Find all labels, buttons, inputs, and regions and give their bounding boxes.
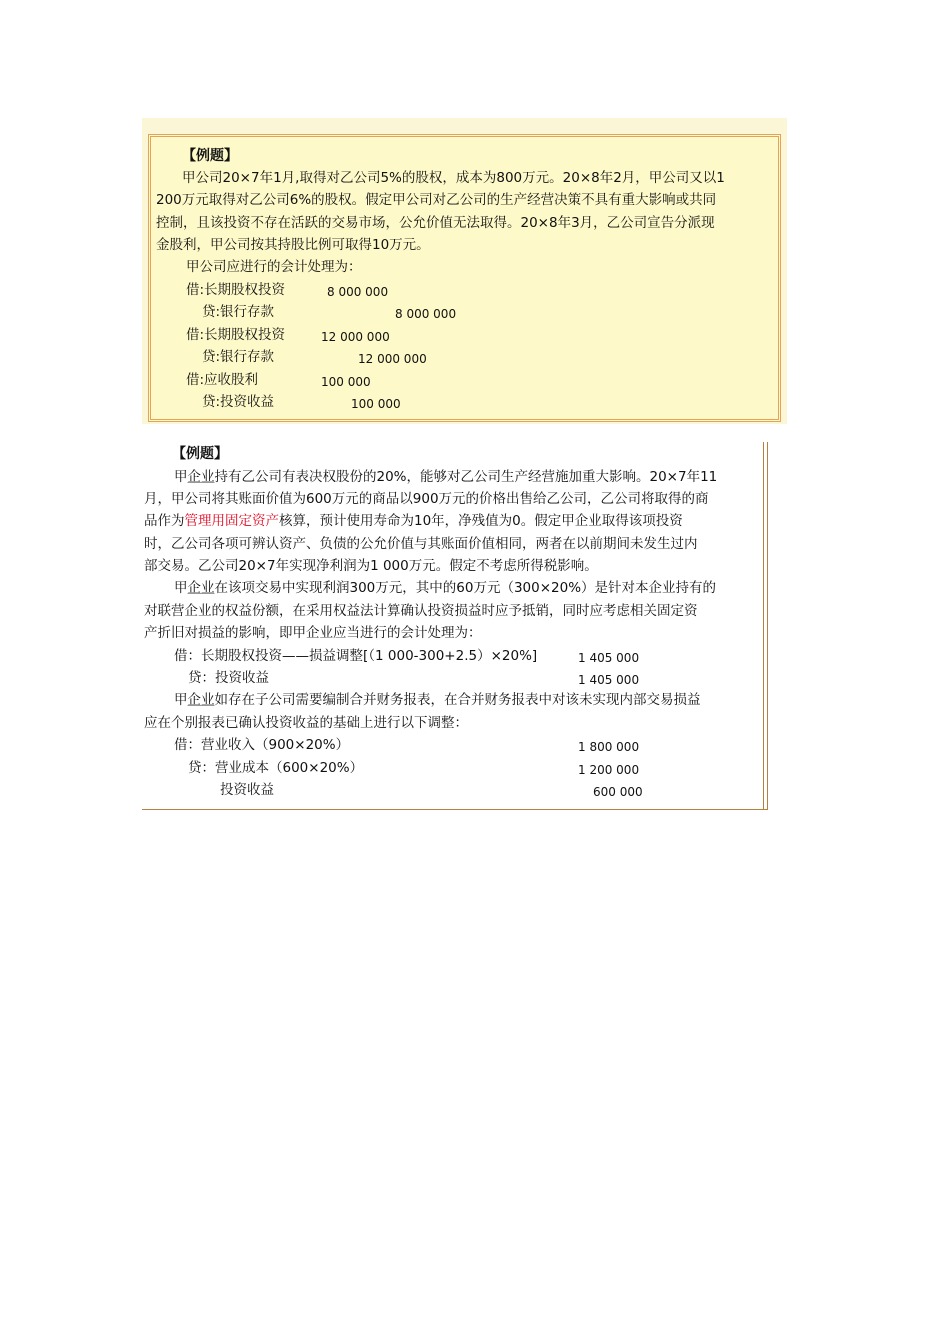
entry-amount: 1 405 000 <box>578 651 640 665</box>
bottom-border <box>142 809 768 810</box>
entry-label: 贷:银行存款 <box>202 349 275 365</box>
example-title: 【例题】 <box>172 446 228 462</box>
paragraph-line: 甲企业如存在子公司需要编制合并财务报表，在合并财务报表中对该未实现内部交易损益 <box>174 692 701 708</box>
example-box-1 <box>142 118 787 424</box>
entry-label: 贷:投资收益 <box>202 394 275 410</box>
paragraph-line: 时，乙公司各项可辨认资产、负债的公允价值与其账面价值相同，两者在以前期间未发生过内 <box>144 536 698 552</box>
paragraph-line: 品作为管理用固定资产核算，预计使用寿命为10年，净残值为0。假定甲企业取得该项投资 <box>144 513 683 529</box>
entry-amount: 12 000 000 <box>321 330 390 344</box>
paragraph-line: 200万元取得对乙公司6%的股权。假定甲公司对乙公司的生产经营决策不具有重大影响或共同 <box>156 192 717 208</box>
example-box-2 <box>142 440 768 810</box>
entry-label: 借:长期股权投资 <box>186 327 286 343</box>
entry-label: 贷：投资收益 <box>188 670 269 686</box>
entry-amount: 8 000 000 <box>327 285 389 299</box>
paragraph-line: 甲公司应进行的会计处理为： <box>186 259 362 275</box>
entry-amount: 1 405 000 <box>578 673 640 687</box>
paragraph-line: 月，甲公司将其账面价值为600万元的商品以900万元的价格出售给乙公司，乙公司将取得的商 <box>144 491 709 507</box>
entry-amount: 8 000 000 <box>395 307 457 321</box>
paragraph-line: 甲企业持有乙公司有表决权股份的20%，能够对乙公司生产经营施加重大影响。20×7年11 <box>174 469 718 485</box>
example-title: 【例题】 <box>182 148 238 164</box>
entry-label: 贷:银行存款 <box>202 304 275 320</box>
entry-amount: 100 000 <box>351 397 401 411</box>
paragraph-line: 控制，且该投资不存在活跃的交易市场，公允价值无法取得。20×8年3月，乙公司宣告分派现 <box>156 215 715 231</box>
entry-amount: 12 000 000 <box>358 352 427 366</box>
paragraph-line: 部交易。乙公司20×7年实现净利润为1 000万元。假定不考虑所得税影响。 <box>144 558 598 574</box>
entry-amount: 1 200 000 <box>578 763 640 777</box>
paragraph-line: 对联营企业的权益份额，在采用权益法计算确认投资损益时应予抵销，同时应考虑相关固定资 <box>144 603 698 619</box>
entry-label: 借:长期股权投资 <box>186 282 286 298</box>
entry-label: 贷：营业成本（600×20%） <box>188 760 364 776</box>
entry-label: 借：长期股权投资——损益调整[（1 000-300+2.5）×20%] <box>174 648 538 664</box>
paragraph-line: 产折旧对损益的影响，即甲企业应当进行的会计处理为： <box>144 625 482 641</box>
entry-label: 投资收益 <box>220 782 274 798</box>
paragraph-line: 甲公司20×7年1月,取得对乙公司5%的股权，成本为800万元。20×8年2月，甲公司又以1 <box>182 170 725 186</box>
entry-amount: 100 000 <box>321 375 371 389</box>
entry-amount: 600 000 <box>593 785 643 799</box>
entry-label: 借：营业收入（900×20%） <box>174 737 350 753</box>
highlight-link: 管理用固定资产 <box>184 513 279 529</box>
entry-amount: 1 800 000 <box>578 740 640 754</box>
right-border <box>763 442 768 810</box>
paragraph-line: 应在个别报表已确认投资收益的基础上进行以下调整： <box>144 715 468 731</box>
paragraph-line: 金股利，甲公司按其持股比例可取得10万元。 <box>156 237 430 253</box>
entry-label: 借:应收股利 <box>186 372 259 388</box>
paragraph-line: 甲企业在该项交易中实现利润300万元，其中的60万元（300×20%）是针对本企业持有的 <box>174 580 717 596</box>
